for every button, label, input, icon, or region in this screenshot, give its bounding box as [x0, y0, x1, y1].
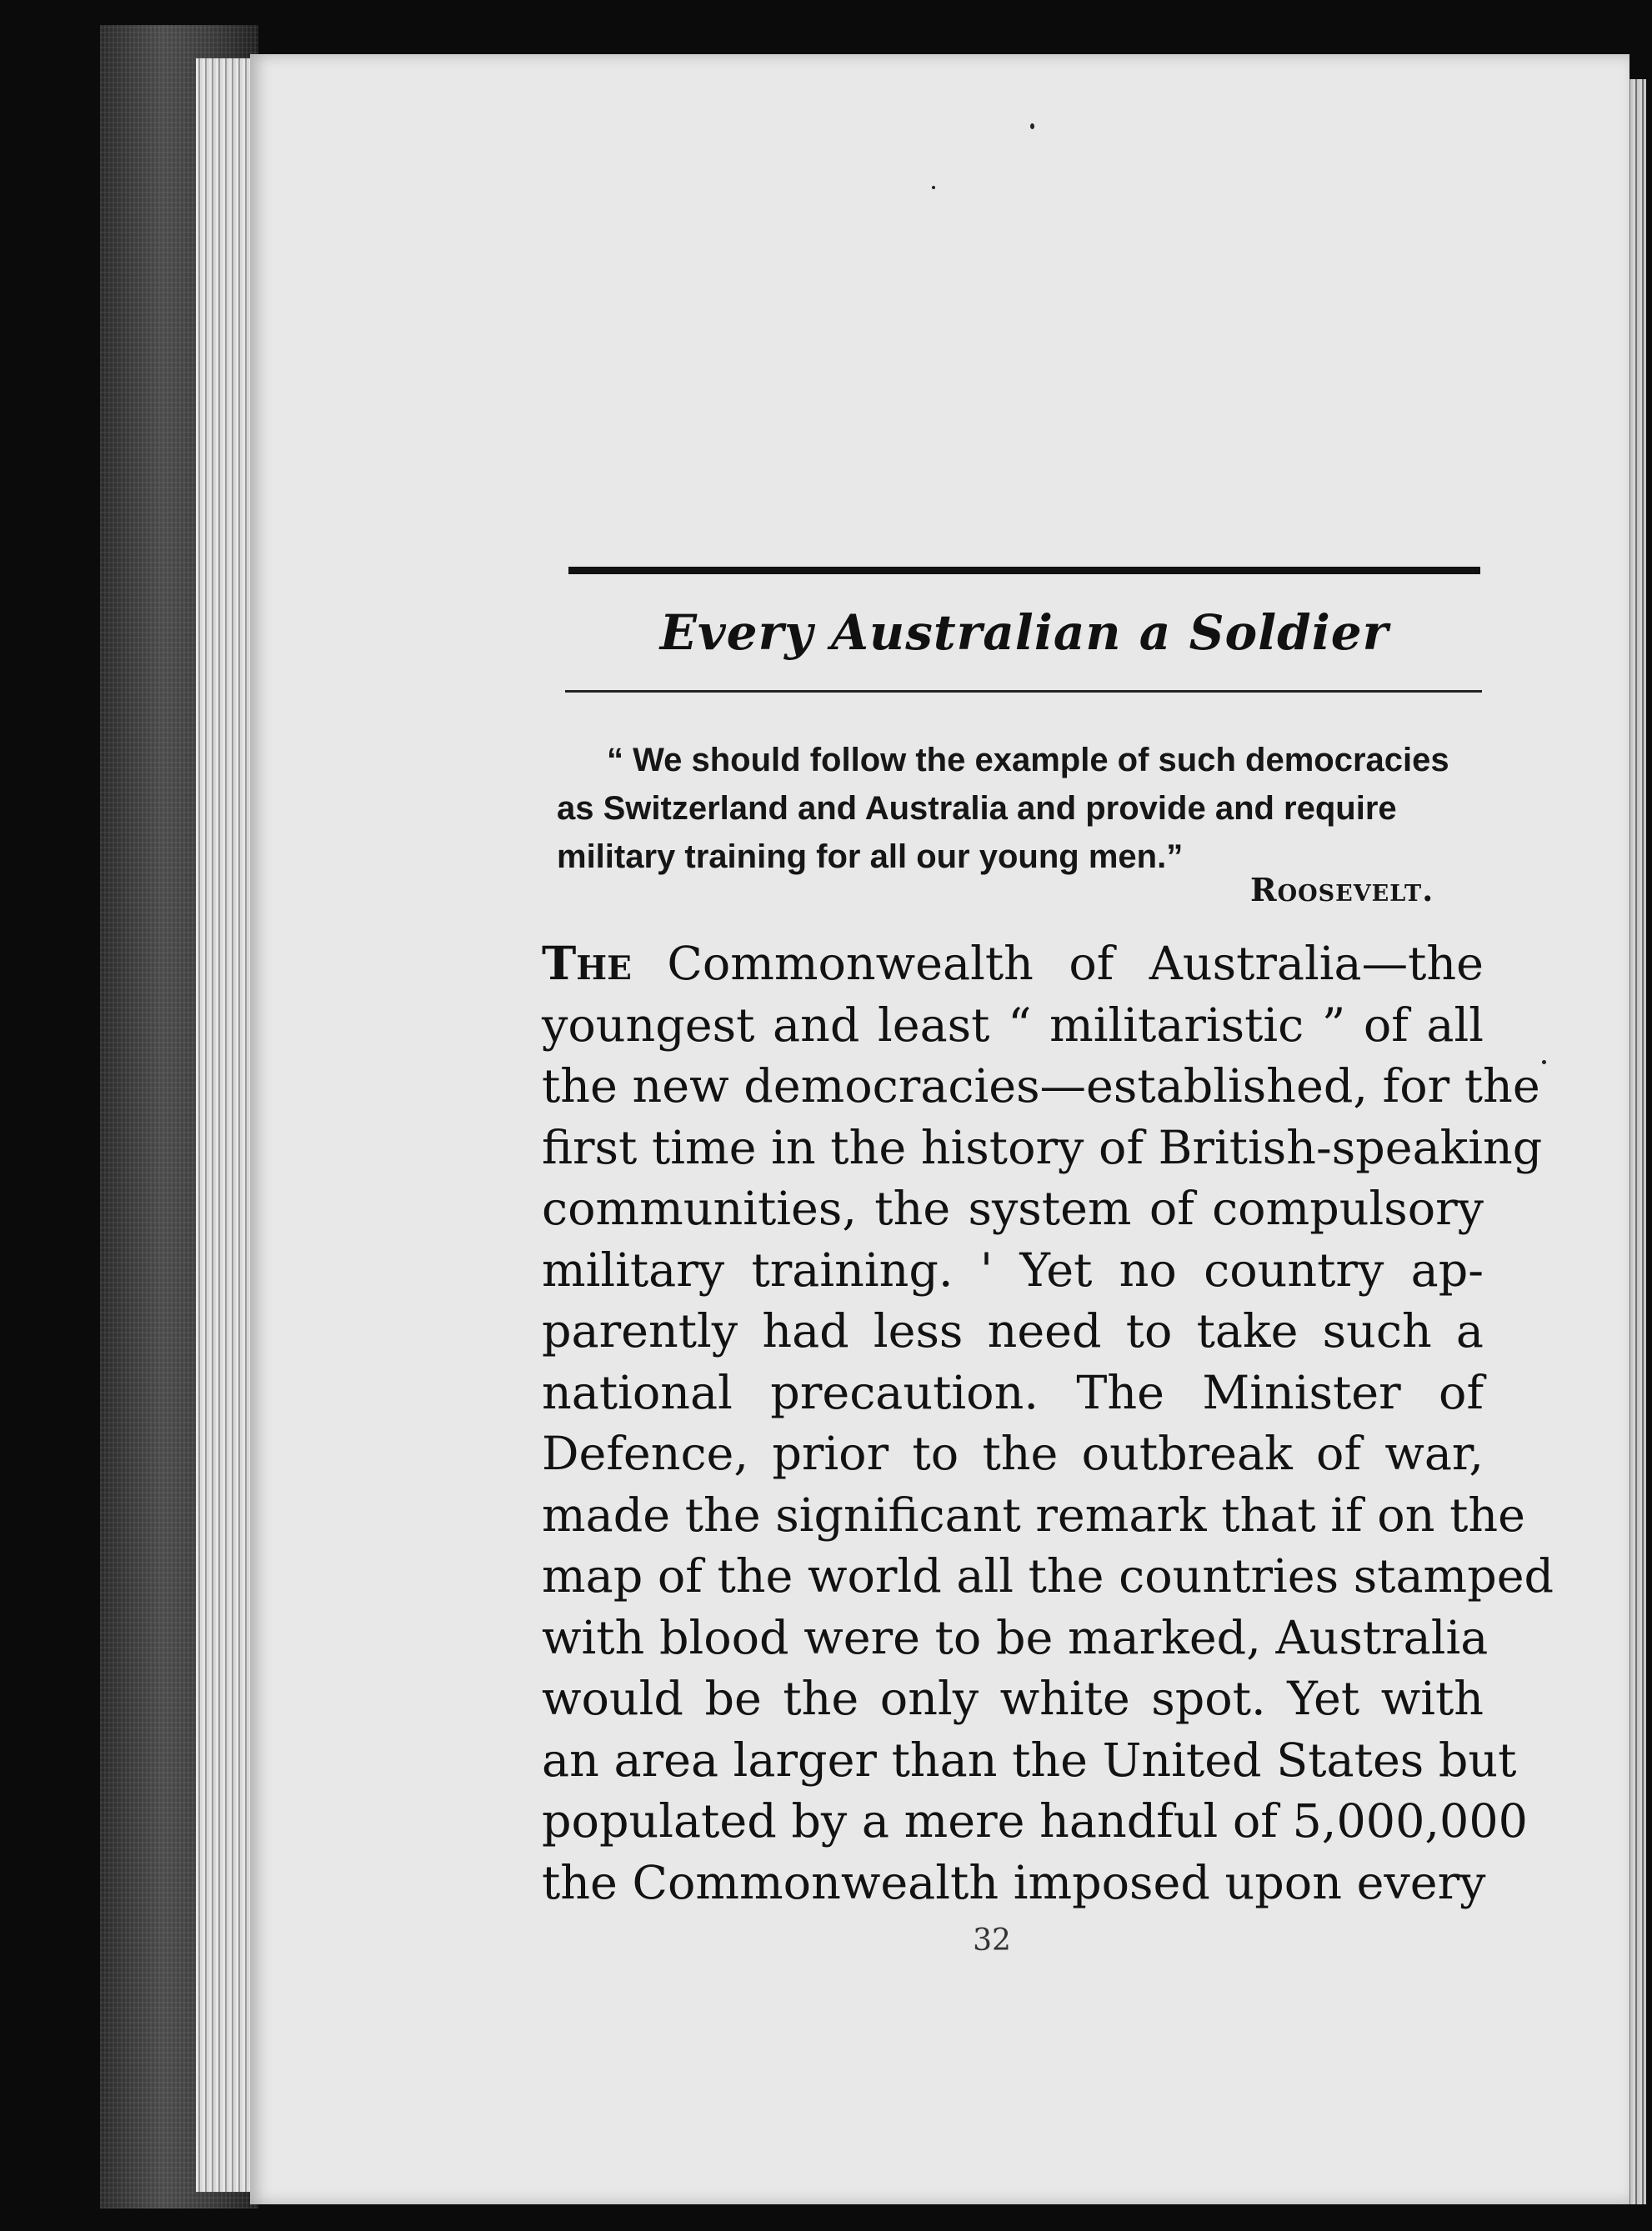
- body-line: first time in the history of British-speaking: [542, 1120, 1543, 1175]
- epigraph-line: “ We should follow the example of such democracies: [607, 742, 1449, 778]
- epigraph-line: military training for all our young men.”: [557, 838, 1184, 875]
- body-line: The Commonwealth of Australia—the: [542, 937, 1484, 991]
- body-line: made the significant remark that if on the: [542, 1488, 1525, 1543]
- page-number: 32: [973, 1923, 1011, 1958]
- body-paragraph: [542, 933, 1554, 1913]
- paper-speck: [1542, 1060, 1546, 1064]
- epigraph-attribution: Roosevelt.: [1250, 871, 1434, 908]
- body-line: map of the world all the countries stamped: [542, 1549, 1554, 1603]
- epigraph-quote: [557, 736, 1484, 881]
- body-lead-word: The: [542, 937, 632, 991]
- page-heading: Every Australian a Soldier: [659, 604, 1389, 661]
- body-line: national precaution. The Minister of: [542, 1365, 1484, 1420]
- body-line: the Commonwealth imposed upon every: [542, 1855, 1486, 1910]
- body-line: parently had less need to take such a: [542, 1304, 1484, 1358]
- body-line: military training. ' Yet no country ap-: [542, 1243, 1484, 1298]
- body-line: youngest and least “ militaristic ” of all: [542, 998, 1484, 1053]
- body-line: populated by a mere handful of 5,000,000: [542, 1794, 1528, 1848]
- body-line: with blood were to be marked, Australia: [542, 1610, 1489, 1665]
- body-line: Defence, prior to the outbreak of war,: [542, 1427, 1484, 1481]
- body-line: would be the only white spot. Yet with: [542, 1672, 1484, 1726]
- body-line: the new democracies—established, for the: [542, 1059, 1540, 1113]
- paper-speck: [932, 186, 935, 189]
- body-line: communities, the system of compulsory: [542, 1182, 1484, 1236]
- heading-bottom-rule: [565, 690, 1482, 693]
- heading-top-rule: [568, 567, 1480, 574]
- body-line: an area larger than the United States but: [542, 1733, 1517, 1788]
- epigraph-line: as Switzerland and Australia and provide and require: [557, 790, 1397, 827]
- paper-speck: [1030, 123, 1034, 129]
